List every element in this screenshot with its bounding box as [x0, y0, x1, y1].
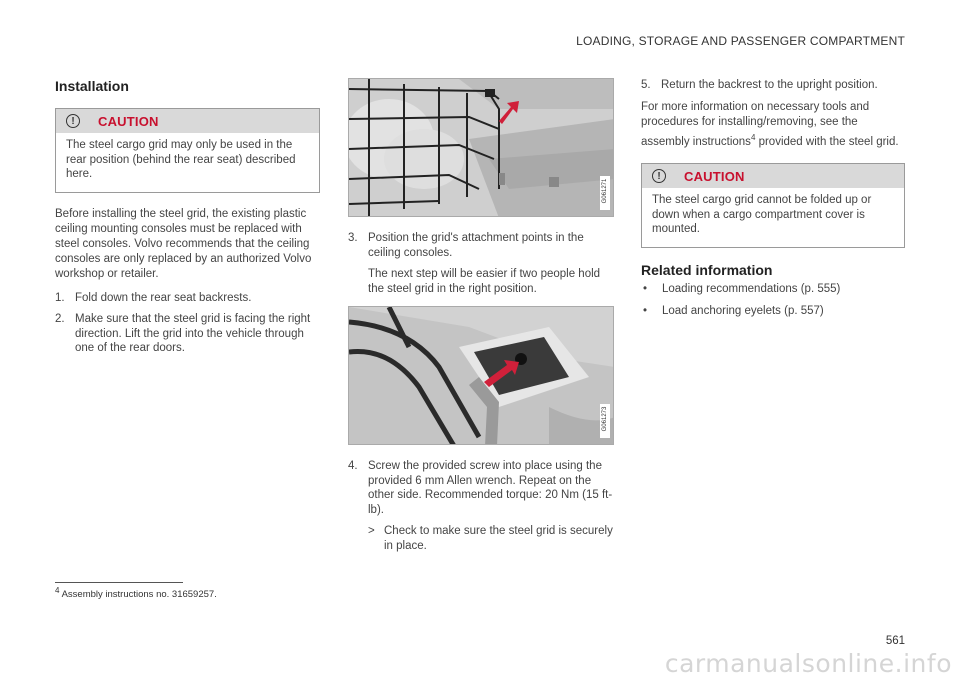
step-number: 2.	[55, 313, 65, 325]
bullet: •	[643, 282, 648, 295]
step-4	[348, 459, 614, 553]
step-text: Fold down the rear seat backrests.	[75, 291, 252, 304]
column-right	[641, 78, 905, 326]
step-number: 4.	[348, 460, 358, 472]
related-link-eyelets[interactable]	[641, 304, 905, 319]
result-text: Check to make sure the steel grid is securely in place.	[384, 525, 613, 552]
step-text: Return the backrest to the upright position.	[661, 79, 878, 91]
footnote-divider	[55, 582, 183, 583]
caution-text: The steel cargo grid may only be used in the rear position (behind the rear seat) described here.	[66, 139, 296, 180]
column-left	[55, 78, 320, 363]
caution-title: CAUTION	[684, 168, 745, 184]
step-number: 3.	[348, 232, 358, 244]
column-middle	[348, 78, 614, 560]
more-info-paragraph: For more information on necessary tools and procedures for installing/removing, see the assembly instructions$^4$ provided with the steel grid.	[641, 100, 899, 148]
step-text: Screw the provided screw into place using the provided 6 mm Allen wrench. Repeat on the other side. Recommended torque: 20 Nm (15 ft-lb).	[368, 460, 613, 516]
related-link-loading[interactable]	[641, 282, 905, 297]
figure-code: G061273	[600, 404, 610, 438]
bullet: •	[643, 304, 648, 317]
section-heading-installation: Installation	[55, 78, 129, 94]
step-text: Position the grid's attachment points in the ceiling consoles.	[368, 232, 584, 259]
warning-icon: !	[66, 114, 80, 128]
step-5	[641, 78, 905, 93]
step-number: 5.	[641, 79, 651, 91]
caution-header	[642, 164, 904, 188]
related-link-text[interactable]: Loading recommendations (p. 555)	[662, 282, 841, 295]
caution-text: The steel cargo grid cannot be folded up or down when a cargo compartment cover is mounted.	[652, 194, 872, 236]
related-link-text[interactable]: Load anchoring eyelets (p. 557)	[662, 304, 824, 317]
figure-grid-ceiling	[348, 78, 614, 217]
step-2	[55, 312, 320, 356]
step-1	[55, 291, 320, 306]
page-number: 561	[885, 635, 905, 647]
watermark: carmanualsonline.info	[664, 649, 952, 677]
result-arrow: >	[368, 525, 375, 537]
footnote: $^4$ Assembly instructions no. 31659257.	[55, 586, 217, 601]
steps-list	[55, 291, 320, 356]
caution-box	[55, 108, 320, 193]
step-number: 1.	[55, 291, 65, 304]
step-note: The next step will be easier if two people hold the steel grid in the right position.	[368, 268, 601, 295]
warning-icon: !	[652, 169, 666, 183]
related-links	[641, 282, 905, 319]
running-header: LOADING, STORAGE AND PASSENGER COMPARTMENT	[576, 34, 905, 48]
caution-title: CAUTION	[98, 113, 159, 129]
figure-screw-console	[348, 306, 614, 445]
figure-code: G061271	[600, 176, 610, 210]
related-information-heading: Related information	[641, 261, 773, 278]
step-result	[368, 524, 614, 553]
caution-box	[641, 163, 905, 248]
illustration-grid-attachment	[349, 79, 614, 217]
illustration-screw-attachment	[349, 307, 614, 445]
caution-header	[56, 109, 319, 133]
footnote-ref: 4	[750, 132, 756, 142]
intro-paragraph: Before installing the steel grid, the existing plastic ceiling mounting consoles must be replaced with steel consoles. Volvo recommends that the ceiling consoles are only replaced by an authorized Volvo workshop or retailer.	[55, 207, 312, 280]
step-text: Make sure that the steel grid is facing the right direction. Lift the grid into the vehicle through one of the rear doors.	[75, 313, 311, 354]
step-3	[348, 231, 614, 296]
